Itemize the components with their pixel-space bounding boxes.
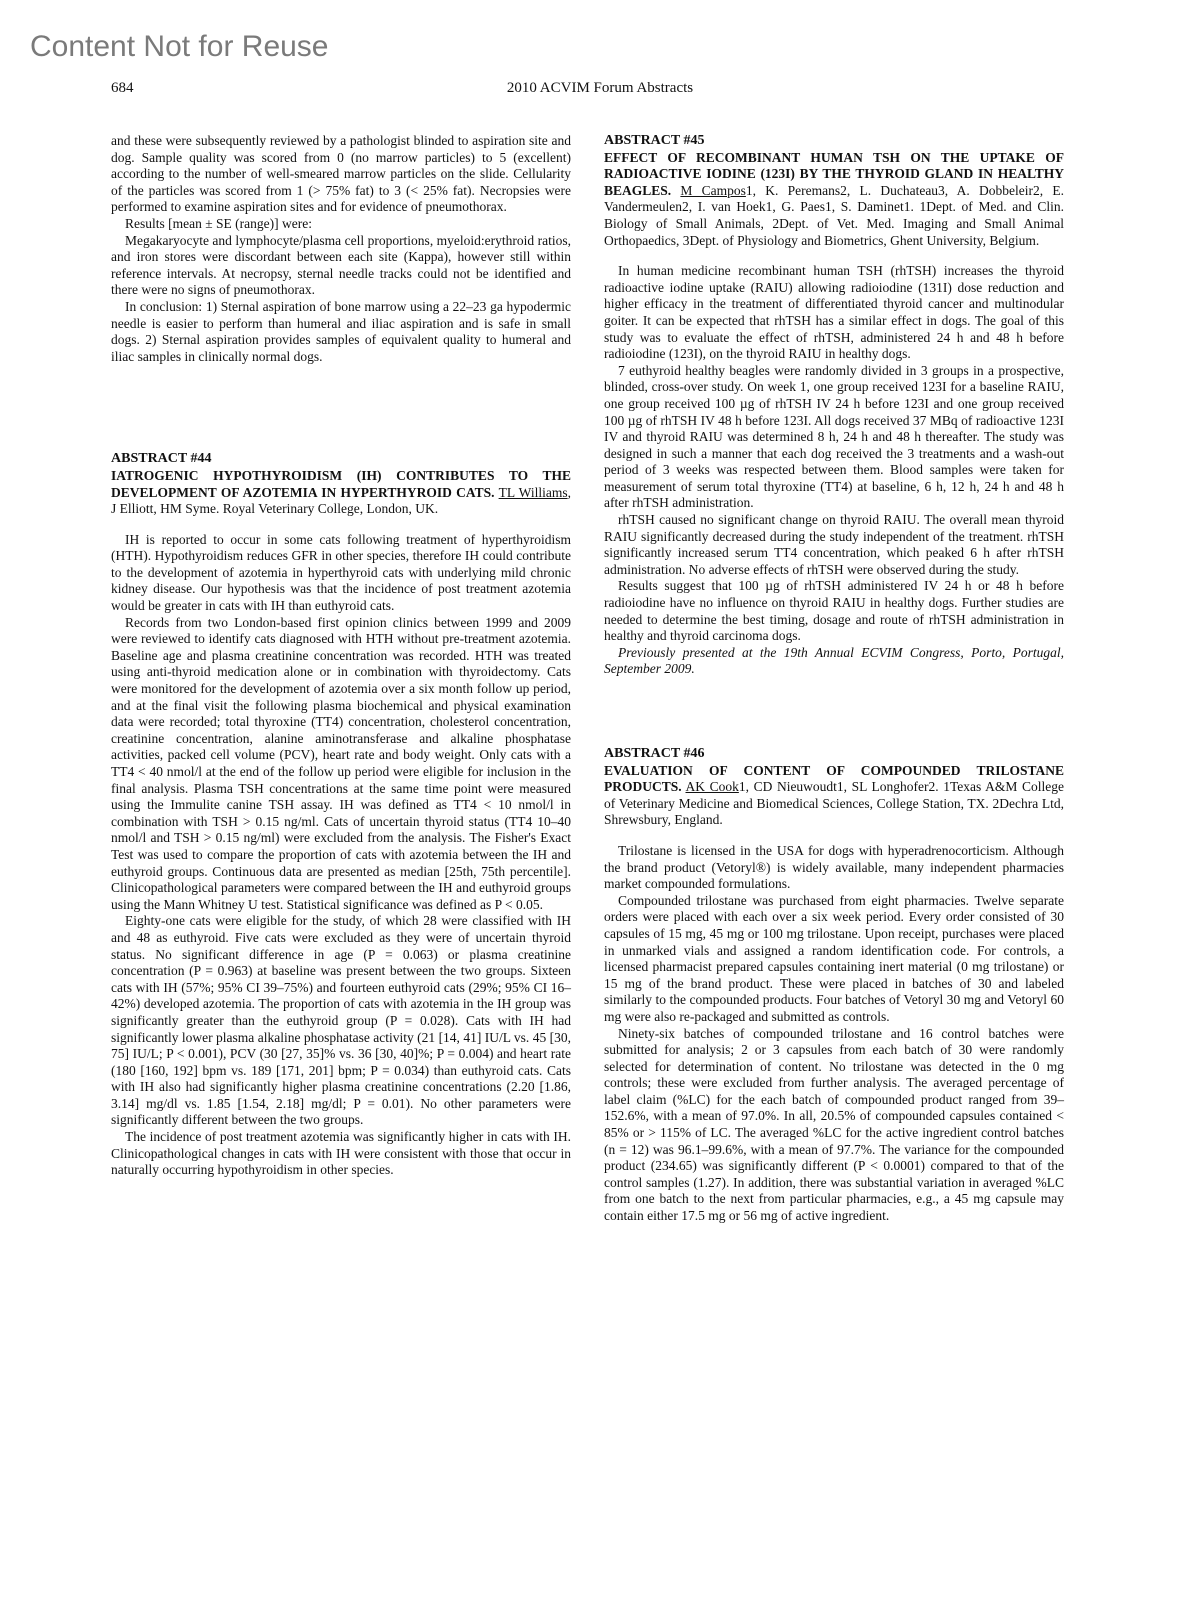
abstract-heading (111, 468, 571, 518)
continuation-paragraph: Results [mean ± SE (range)] were: (125, 215, 312, 231)
abstract-paragraph: Trilostane is licensed in the USA for dogs with hyperadrenocorticism. Although the brand product (Vetoryl®) is widely available, many independent pharmacies market compounded formulations. (604, 842, 1064, 892)
abstract-title: EVALUATION OF CONTENT OF COMPOUNDED TRILOSTANE PRODUCTS. (604, 762, 1064, 795)
abstract-45 (604, 133, 1064, 678)
abstract-title: IATROGENIC HYPOTHYROIDISM (IH) CONTRIBUTES TO THE DEVELOPMENT OF AZOTEMIA IN HYPERTHYROID CATS. (111, 467, 571, 500)
abstract-paragraph: In human medicine recombinant human TSH (rhTSH) increases the thyroid radioactive iodine uptake (RAIU) allowing radioiodine (131I) dose reduction and higher efficacy in the treatment of differentiated thyroid cancer and multinodular goiter. It can be expected that rhTSH has a similar effect in dogs. The goal of this study was to evaluate the effect of rhTSH, administered 24 h and 48 h before radioiodine (123I), on the thyroid RAIU in healthy dogs. (604, 263, 1064, 362)
abstract-heading (604, 763, 1064, 829)
right-column (604, 133, 1064, 1225)
abstract-paragraph: 7 euthyroid healthy beagles were randomly divided in 3 groups in a prospective, blinded, cross-over study. On week 1, one group received 123I for a baseline RAIU, one group received 100 µg of rhTSH IV 24 h before 123I and one group received 100 µg of rhTSH IV 48 h before 123I. All dogs received 37 MBq of radioactive 123I IV and thyroid RAIU was determined 8 h, 24 h and 48 h thereafter. The study was designed in such a manner that each dog received the 3 treatments and a wash-out period of 3 weeks was respected between them. Blood samples were taken for measurement of serum total thyroxine (TT4) at baseline, 6 h, 12 h, 24 h and 48 h after rhTSH administration. (604, 362, 1064, 511)
abstract-number: ABSTRACT #46 (604, 746, 705, 761)
abstract-46 (604, 746, 1064, 1225)
presentation-note: Previously presented at the 19th Annual ECVIM Congress, Porto, Portugal, September 2009. (604, 644, 1064, 677)
abstract-paragraph: IH is reported to occur in some cats following treatment of hyperthyroidism (HTH). Hypothyroidism reduces GFR in other species, therefore IH could contribute to the development of azotemia in hyperthyroid cats with underlying mild chronic kidney disease. Our hypothesis was that the incidence of post treatment azotemia would be greater in cats with IH than euthyroid cats. (111, 531, 571, 614)
watermark: Content Not for Reuse (30, 30, 329, 63)
abstract-paragraph: Eighty-one cats were eligible for the study, of which 28 were classified with IH and 48 as euthyroid. Five cats were excluded as they were of uncertain thyroid status. No significant difference in age (P = 0.063) or plasma creatinine concentration (P = 0.963) at baseline was present between the two groups. Sixteen cats with IH (57%; 95% CI 39–75%) and fourteen euthyroid cats (29%; 95% CI 16–42%) developed azotemia. The proportion of cats with azotemia in the IH group was significantly greater than the euthyroid group (P = 0.028). Cats with IH had significantly lower plasma alkaline phosphatase activity (21 [14, 41] IU/L vs. 45 [30, 75] IU/L; P < 0.001), PCV (30 [27, 35]% vs. 36 [30, 40]%; P = 0.004) and heart rate (180 [160, 192] bpm vs. 189 [171, 201] bpm; P = 0.034) than euthyroid cats. Cats with IH also had significantly higher plasma creatinine concentrations (2.20 [1.86, 3.14] mg/dl vs. 1.85 [1.54, 2.18] mg/dl; P = 0.01). No other parameters were significantly different between the two groups. (111, 913, 571, 1128)
left-column (111, 133, 571, 1179)
presenting-author: M Campos (680, 182, 746, 198)
author-list: 1, K. Peremans2, L. Duchateau3, A. Dobbeleir2, E. Vandermeulen2, I. van Hoek1, G. Paes1, S. Daminet1. 1Dept. of Med. and Clin. Biology of Small Animals, 2Dept. of Vet. Med. Imaging and Small Animal Orthopaedics, 3Dept. of Physiology and Biometrics, Ghent University, Belgium. (604, 182, 1064, 248)
continuation-paragraph: In conclusion: 1) Sternal aspiration of bone marrow using a 22–23 ga hypodermic needle is easier to perform than humeral and iliac aspiration and is safe in small dogs. 2) Sternal aspiration provides samples of equivalent quality to humeral and iliac samples in clinically normal dogs. (111, 298, 571, 364)
abstract-title: EFFECT OF RECOMBINANT HUMAN TSH ON THE UPTAKE OF RADIOACTIVE IODINE (123I) BY THE THYROID GLAND IN HEALTHY BEAGLES. (604, 149, 1064, 198)
abstract-paragraph: Compounded trilostane was purchased from eight pharmacies. Twelve separate orders were placed with each over a six week period. Every order consisted of 30 capsules of 15 mg, 45 mg or 100 mg trilostane. Upon receipt, purchases were placed in unmarked vials and assigned a random identification code. For controls, a licensed pharmacist prepared capsules containing inert material (0 mg trilostane) or 15 mg of the brand product. These were placed in batches of 30 and labeled similarly to the compounded products. Four batches of Vetoryl 30 mg and Vetoryl 60 mg were also re-packaged and submitted as controls. (604, 892, 1064, 1024)
abstract-44 (111, 451, 571, 1179)
author-list: 1, CD Nieuwoudt1, SL Longhofer2. 1Texas A&M College of Veterinary Medicine and Biomedical Sciences, College Station, TX. 2Dechra Ltd, Shrewsbury, England. (604, 779, 1064, 828)
page-number: 684 (111, 80, 134, 96)
continuation-paragraph: and these were subsequently reviewed by a pathologist blinded to aspiration site and dog. Sample quality was scored from 0 (no marrow particles) to 5 (excellent) according to the number of well-smeared marrow particles on the slide. Cellularity of the particles was scored from 1 (> 75% fat) to 3 (< 25% fat). Necropsies were performed to examine aspiration sites and for evidence of pneumothorax. (111, 133, 571, 215)
running-head: 2010 ACVIM Forum Abstracts (506, 80, 694, 96)
abstract-paragraph: Results suggest that 100 µg of rhTSH administered IV 24 h or 48 h before radioiodine have no influence on thyroid RAIU in healthy dogs. Further studies are needed to determine the best timing, dosage and route of rhTSH administration in healthy and thyroid carcinoma dogs. (604, 578, 1064, 644)
continuation-paragraph: Megakaryocyte and lymphocyte/plasma cell proportions, myeloid:erythroid ratios, and iron stores were discordant between each site (Kappa), however still within reference intervals. At necropsy, sternal needle tracks could not be identified and there were no signs of pneumothorax. (111, 232, 571, 298)
abstract-paragraph: Records from two London-based first opinion clinics between 1999 and 2009 were reviewed to identify cats diagnosed with HTH without pre-treatment azotemia. Baseline age and plasma creatinine concentration was recorded. HTH was treated using anti-thyroid medication alone or in combination with thyroidectomy. Cats were monitored for the development of azotemia over a six month follow up period, and at the final visit the following plasma biochemical and physical examination data were recorded; total thyroxine (TT4) concentration, cholesterol concentration, creatinine concentration, alanine aminotransferase and alkaline phosphatase activities, packed cell volume (PCV), heart rate and body weight. Only cats with a TT4 < 40 nmol/l at the end of the follow up period were eligible for inclusion in the final analysis. Plasma TSH concentrations at the same time point were measured using the Immulite canine TSH assay. IH was defined as TT4 < 10 nmol/l in combination with TSH > 0.15 ng/ml. Cats of uncertain thyroid status (TT4 10–40 nmol/l and TSH > 0.15 ng/ml) were excluded from the analysis. The Fisher's Exact Test was used to compare the proportion of cats with azotemia between the IH and euthyroid groups. Continuous data are presented as median [25th, 75th percentile]. Clinicopathological parameters were compared between the IH and euthyroid groups using the Mann Whitney U test. Statistical significance was defined as P < 0.05. (111, 614, 571, 912)
presenting-author: TL Williams (498, 484, 568, 500)
abstract-paragraph: Ninety-six batches of compounded trilostane and 16 control batches were submitted for analysis; 2 or 3 capsules from each batch of 30 were randomly selected for determination of content. No trilostane was detected in the 0 mg controls; these were excluded from further analysis. The averaged percentage of label claim (%LC) for the each batch of compounded product ranged from 39–152.6%, with a mean of 97.0%. In all, 20.5% of compounded capsules contained < 85% or > 115% of LC. The averaged %LC for the active ingredient control batches (n = 12) was 96.1–99.6%, with a mean of 97.7%. The variance for the compounded product (234.65) was significantly different (P < 0.0001) compared to that of the control samples (1.27). In addition, there was substantial variation in averaged %LC from one batch to the next from particular pharmacies, e.g., a 45 mg capsule may contain either 17.5 mg or 56 mg of active ingredient. (604, 1025, 1064, 1224)
abstract-heading (604, 150, 1064, 250)
abstract-paragraph: The incidence of post treatment azotemia was significantly higher in cats with IH. Clinicopathological changes in cats with IH were consistent with those that occur in naturally occurring hypothyroidism in other species. (111, 1129, 571, 1178)
abstract-number: ABSTRACT #45 (604, 133, 705, 148)
abstract-paragraph: rhTSH caused no significant change on thyroid RAIU. The overall mean thyroid RAIU significantly decreased during the study independent of the treatment. rhTSH significantly increased serum TT4 concentration, which peaked 6 h after rhTSH administration. No adverse effects of rhTSH were observed during the study. (604, 512, 1064, 577)
presenting-author: AK Cook (685, 779, 739, 795)
abstract-number: ABSTRACT #44 (111, 451, 212, 467)
author-list: , J Elliott, HM Syme. Royal Veterinary College, London, UK. (111, 484, 571, 517)
